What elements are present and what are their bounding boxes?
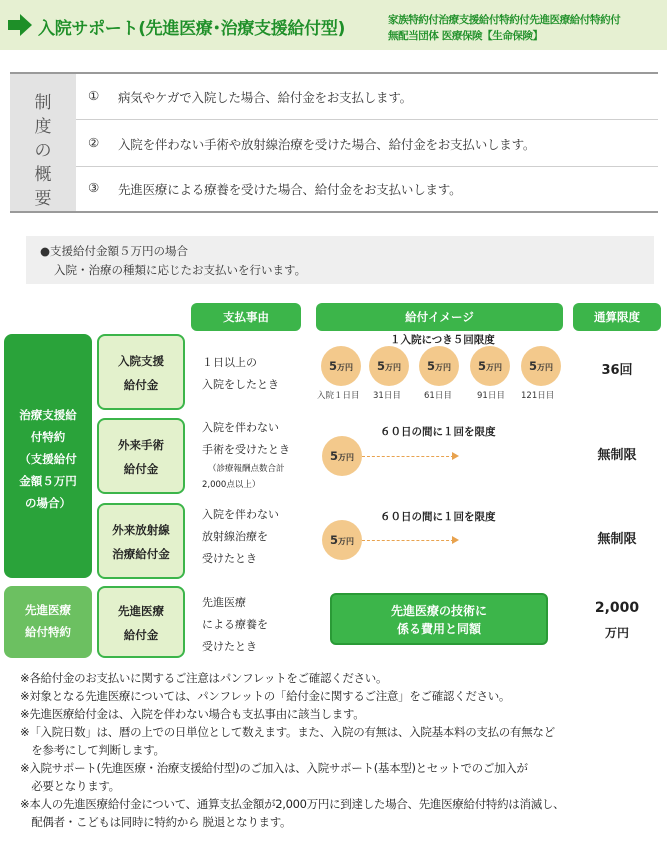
row-label-advanced-medical bbox=[97, 586, 185, 658]
advanced-medical-box-line: 先進医療の技術に bbox=[390, 604, 487, 618]
condition-text: 入院・治療の種類に応じたお支払いを行います。 bbox=[54, 263, 307, 277]
payment-circle bbox=[321, 346, 361, 386]
payment-amount: 5 bbox=[329, 449, 338, 463]
row-label-line: 外来手術 bbox=[118, 438, 164, 452]
row-label-line: 治療給付金 bbox=[112, 547, 170, 561]
column-header-reason: 支払事由 bbox=[191, 303, 301, 331]
row-label-line: 給付金 bbox=[123, 378, 159, 392]
payment-amount: 5 bbox=[528, 359, 537, 373]
overview-item-2 bbox=[76, 120, 658, 165]
note-line: ※本人の先進医療給付金について、通算支払金額が2,000万円に到達した場合、先進医療給付特約は消滅し、 bbox=[20, 797, 565, 811]
reason-text: 入院をしたとき bbox=[202, 378, 279, 391]
note-line: 配偶者・こどもは同時に特約から 脱退となります。 bbox=[20, 815, 292, 829]
note-line: を参考にして判断します。 bbox=[20, 743, 165, 757]
overview-side-char: 度 bbox=[34, 117, 52, 137]
reason-text: 受けたとき bbox=[202, 640, 257, 653]
image-note: １入院につき５回限度 bbox=[390, 334, 495, 346]
payment-circle bbox=[521, 346, 561, 386]
note-line: ※対象となる先進医療については、パンフレットの「給付金に関するご注意」をご確認ください。 bbox=[20, 689, 511, 703]
reason-text: 入院を伴わない bbox=[202, 508, 279, 521]
payment-unit: 万円 bbox=[486, 363, 502, 372]
row-label-line: 先進医療 bbox=[118, 604, 164, 618]
reason-text: 受けたとき bbox=[202, 552, 257, 565]
arrow-right-icon bbox=[8, 14, 32, 36]
payment-circle bbox=[322, 436, 362, 476]
overview-side-char: 制 bbox=[34, 93, 52, 113]
payment-circle bbox=[322, 520, 362, 560]
limit-value: 2,000 bbox=[594, 600, 640, 616]
group-label-line: 金額５万円 bbox=[19, 474, 77, 488]
overview-item-1 bbox=[76, 74, 658, 119]
note-line: ※各給付金のお支払いに関するご注意はパンフレットをご確認ください。 bbox=[20, 671, 388, 685]
payment-unit: 万円 bbox=[537, 363, 553, 372]
payment-circle bbox=[369, 346, 409, 386]
payment-unit: 万円 bbox=[338, 537, 354, 546]
row-label-outpatient-surgery bbox=[97, 418, 185, 494]
arrow-head-icon bbox=[452, 536, 459, 544]
payment-day-label: 入院１日目 bbox=[317, 391, 360, 401]
payment-unit: 万円 bbox=[435, 363, 451, 372]
note-line: 必要となります。 bbox=[20, 779, 120, 793]
reason-note: （診療報酬点数合計 bbox=[208, 464, 285, 474]
overview-side-char: の bbox=[34, 141, 52, 161]
payment-day-label: 121日目 bbox=[521, 391, 555, 401]
payment-circle bbox=[419, 346, 459, 386]
group-label-line: 付特約 bbox=[30, 430, 66, 444]
row-label-outpatient-radiation bbox=[97, 503, 185, 579]
note-line: ※「入院日数」は、暦の上での日単位として数えます。また、入院の有無は、入院基本料の支払の有無など bbox=[20, 725, 555, 739]
advanced-medical-box-line: 係る費用と同額 bbox=[396, 622, 481, 636]
payment-amount: 5 bbox=[376, 359, 385, 373]
reason-text: による療養を bbox=[202, 618, 268, 631]
payment-unit: 万円 bbox=[337, 363, 353, 372]
overview-item-number: ② bbox=[88, 135, 100, 150]
reason-text: 入院を伴わない bbox=[202, 421, 279, 434]
payment-amount: 5 bbox=[477, 359, 486, 373]
interval-arrow bbox=[362, 456, 454, 457]
row-label-line: 給付金 bbox=[123, 462, 159, 476]
row-label-line: 入院支援 bbox=[118, 354, 164, 368]
product-name-line1: 家族特約付治療支援給付特約付先進医療給付特約付 bbox=[388, 14, 621, 26]
reason-text: 放射線治療を bbox=[202, 530, 268, 543]
note-line: ※先進医療給付金は、入院を伴わない場合も支払事由に該当します。 bbox=[20, 707, 365, 721]
overview-item-3 bbox=[76, 167, 658, 212]
row-label-line: 給付金 bbox=[123, 628, 159, 642]
overview-item-text: 入院を伴わない手術や放射線治療を受けた場合、給付金をお支払いします。 bbox=[118, 137, 536, 152]
limit-value: 無制限 bbox=[597, 532, 637, 547]
overview-side-char: 要 bbox=[34, 189, 52, 209]
overview-item-text: 病気やケガで入院した場合、給付金をお支払します。 bbox=[118, 90, 412, 105]
reason-note: 2,000点以上） bbox=[202, 480, 261, 490]
payment-day-label: 61日目 bbox=[424, 391, 452, 401]
group-label-line: 給付特約 bbox=[25, 625, 71, 639]
group-label-line: の場合） bbox=[25, 496, 71, 510]
limit-value: 36回 bbox=[601, 363, 633, 378]
reason-text: １日以上の bbox=[202, 356, 257, 369]
note-line: ※入院サポート(先進医療・治療支援給付型)のご加入は、入院サポート(基本型)とセットでのご加入が bbox=[20, 761, 528, 775]
overview-item-text: 先進医療による療養を受けた場合、給付金をお支払いします。 bbox=[118, 182, 462, 197]
image-note: ６０日の間に１回を限度 bbox=[380, 511, 496, 523]
overview-side-char: 概 bbox=[34, 165, 52, 185]
payment-unit: 万円 bbox=[385, 363, 401, 372]
overview-item-number: ③ bbox=[88, 180, 100, 195]
overview-bottom-rule bbox=[10, 211, 658, 213]
reason-text: 先進医療 bbox=[202, 596, 246, 609]
payment-unit: 万円 bbox=[338, 453, 354, 462]
payment-circle bbox=[470, 346, 510, 386]
payment-day-label: 91日目 bbox=[477, 391, 505, 401]
advanced-medical-amount-box bbox=[330, 593, 548, 645]
product-name-line2: 無配当団体 医療保険【生命保険】 bbox=[388, 30, 543, 42]
image-note: ６０日の間に１回を限度 bbox=[380, 426, 496, 438]
payment-day-label: 31日目 bbox=[373, 391, 401, 401]
page-title: 入院サポート(先進医療･治療支援給付型) bbox=[38, 19, 346, 39]
reason-text: 手術を受けたとき bbox=[202, 443, 290, 456]
group-label-line: （支援給付 bbox=[19, 452, 77, 466]
limit-value: 無制限 bbox=[597, 448, 637, 463]
group-label-line: 治療支援給 bbox=[19, 408, 77, 422]
condition-title: ●支援給付金額５万円の場合 bbox=[40, 244, 189, 258]
column-header-limit: 通算限度 bbox=[573, 303, 661, 331]
group-label-treatment-support bbox=[4, 334, 92, 578]
group-label-advanced-medical bbox=[4, 586, 92, 658]
column-header-image: 給付イメージ bbox=[316, 303, 563, 331]
interval-arrow bbox=[362, 540, 454, 541]
row-label-line: 外来放射線 bbox=[112, 523, 170, 537]
payment-amount: 5 bbox=[329, 533, 338, 547]
group-label-line: 先進医療 bbox=[25, 603, 71, 617]
overview-side-label bbox=[10, 74, 76, 211]
arrow-head-icon bbox=[452, 452, 459, 460]
row-label-hospitalization bbox=[97, 334, 185, 410]
payment-amount: 5 bbox=[426, 359, 435, 373]
limit-unit: 万円 bbox=[604, 626, 629, 640]
payment-amount: 5 bbox=[328, 359, 337, 373]
overview-item-number: ① bbox=[88, 88, 100, 103]
